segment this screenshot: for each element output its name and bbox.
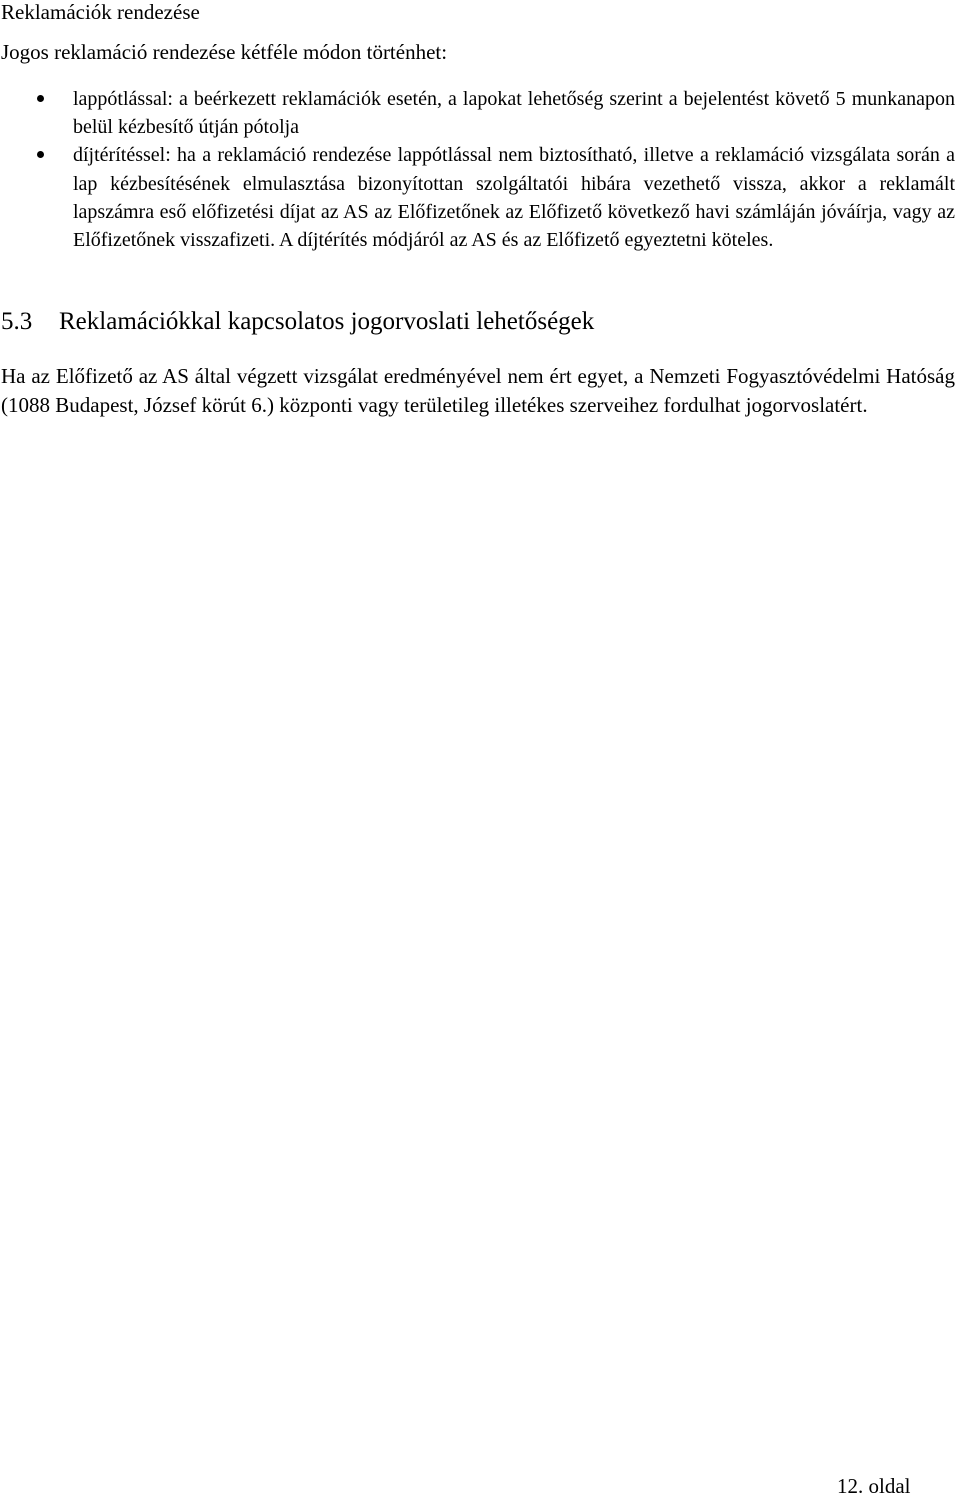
intro-text: Jogos reklamáció rendezése kétféle módon történhet: [1,40,448,64]
page-number: 12. oldal [837,1474,911,1498]
bullet-list [0,85,955,254]
section-title-text: Reklamációkkal kapcsolatos jogorvoslati lehetőségek [59,308,595,335]
bullet-icon [37,95,44,102]
page-heading: Reklamációk rendezése [1,0,200,24]
section-title [1,306,594,338]
bullet-text: lappótlással: a beérkezett reklamációk esetén, a lapokat lehetőség szerint a bejelentést követő 5 munkanapon belül kézbesítő útján pótolja [73,88,955,139]
list-item [0,85,955,141]
body-paragraph: Ha az Előfizető az AS által végzett vizsgálat eredményével nem ért egyet, a Nemzeti Fogyasztóvédelmi Hatóság (1088 Budapest, József körút 6.) központi vagy területileg illetékes szerveihez fordulhat jogorvoslatért. [1,364,955,417]
bullet-icon [37,151,44,158]
bullet-text: díjtérítéssel: ha a reklamáció rendezése lappótlással nem biztosítható, illetve a reklamáció vizsgálata során a lap kézbesítésének elmulasztása bizonyítottan szolgáltatói hibára vezethető vissza, akkor a reklamált lapszámra eső előfizetési díjat az AS az Előfizetőnek az Előfizető következő havi számláján jóváírja, vagy az Előfizetőnek visszafizeti. A díjtérítés módjáról az AS és az Előfizető egyeztetni köteles. [73,144,955,252]
section-number: 5.3 [1,308,33,335]
list-item [0,141,955,254]
